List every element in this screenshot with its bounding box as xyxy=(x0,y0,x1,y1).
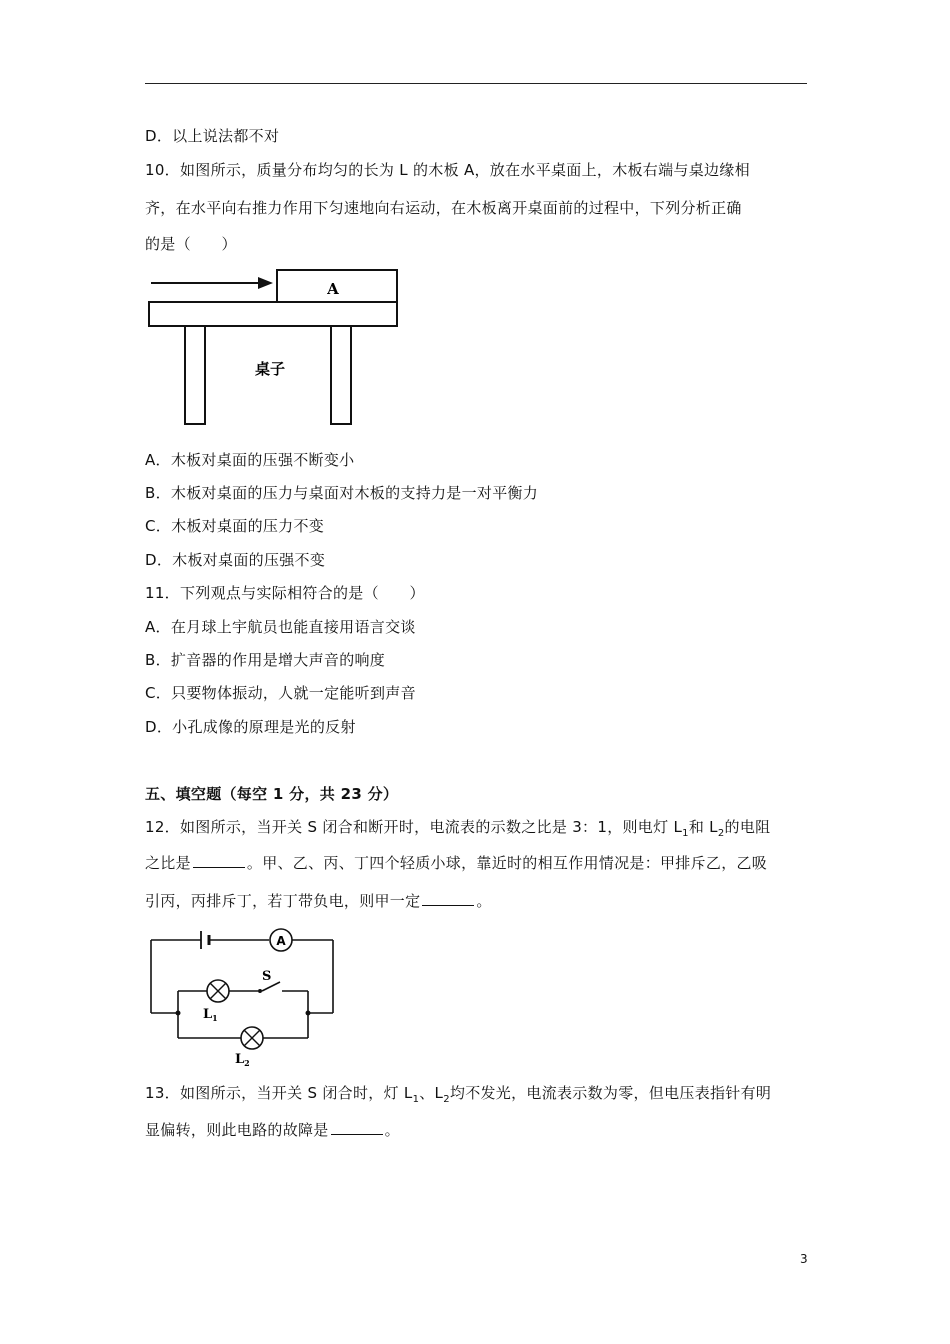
q11-option-c: C．只要物体振动，人就一定能听到声音 xyxy=(145,684,416,702)
table-label: 桌子 xyxy=(254,360,286,378)
q12-stem-line3 xyxy=(145,891,492,911)
q12-stem-line2 xyxy=(145,853,767,873)
q11-stem: 11．下列观点与实际相符合的是（ ） xyxy=(145,584,425,602)
q10-option-b: B．木板对桌面的压力与桌面对木板的支持力是一对平衡力 xyxy=(145,484,539,502)
q13-text: 均不发光，电流表示数为零，但电压表指针有明 xyxy=(449,1084,772,1102)
q13-text: 、L xyxy=(419,1084,444,1102)
q12-text: 12．如图所示，当开关 S 闭合和断开时，电流表的示数之比是 3：1，则电灯 L xyxy=(145,818,683,836)
q10-stem-line2: 齐，在水平向右推力作用下匀速地向右运动，在木板离开桌面前的过程中，下列分析正确 xyxy=(145,199,742,217)
q12-text: 之比是 xyxy=(145,854,191,872)
lamp1-label: $L_1$ xyxy=(203,1007,218,1023)
q12-text: 的电阻 xyxy=(724,818,771,836)
q10-stem-line3: 的是（ ） xyxy=(145,235,237,253)
answer-blank xyxy=(193,853,245,868)
q11-option-d: D．小孔成像的原理是光的反射 xyxy=(145,718,356,736)
subscript: 2 xyxy=(443,1094,450,1105)
q13-stem-line1 xyxy=(145,1083,771,1103)
answer-blank xyxy=(422,891,474,906)
q12-text: 。 xyxy=(476,892,492,910)
q11-option-a: A．在月球上宇航员也能直接用语言交谈 xyxy=(145,618,416,636)
q12-stem-line1 xyxy=(145,817,770,837)
subscript: 1 xyxy=(412,1094,420,1105)
q12-text: 。甲、乙、丙、丁四个轻质小球，靠近时的相互作用情况是：甲排斥乙，乙吸 xyxy=(246,854,768,872)
section-5-title: 五、填空题（每空 1 分，共 23 分） xyxy=(145,785,399,803)
subscript: 1 xyxy=(682,828,689,839)
q12-text: 和 L xyxy=(688,818,718,836)
board-label: A xyxy=(327,280,339,298)
q11-option-b: B．扩音器的作用是增大声音的响度 xyxy=(145,651,386,669)
table-board-figure xyxy=(145,264,405,434)
answer-blank xyxy=(331,1120,383,1135)
q13-text: 显偏转，则此电路的故障是 xyxy=(145,1121,329,1139)
q10-option-d: D．木板对桌面的压强不变 xyxy=(145,551,326,569)
q13-text: 。 xyxy=(384,1121,400,1139)
circuit-figure xyxy=(145,926,345,1066)
q10-option-a: A．木板对桌面的压强不断变小 xyxy=(145,451,355,469)
switch-label: S xyxy=(262,969,272,984)
q9-option-d: D．以上说法都不对 xyxy=(145,127,280,145)
q13-text: 13．如图所示，当开关 S 闭合时，灯 L xyxy=(145,1084,413,1102)
page-number: 3 xyxy=(800,1252,808,1266)
ammeter-label: A xyxy=(276,934,286,948)
subscript: 2 xyxy=(717,828,725,839)
q10-stem-line1: 10．如图所示，质量分布均匀的长为 L 的木板 A，放在水平桌面上，木板右端与桌边缘相 xyxy=(145,161,750,179)
lamp2-label: $L_2$ xyxy=(235,1052,250,1066)
header-rule xyxy=(145,83,807,84)
q10-option-c: C．木板对桌面的压力不变 xyxy=(145,517,325,535)
q13-stem-line2 xyxy=(145,1120,400,1140)
q12-text: 引丙，丙排斥丁，若丁带负电，则甲一定 xyxy=(145,892,421,910)
